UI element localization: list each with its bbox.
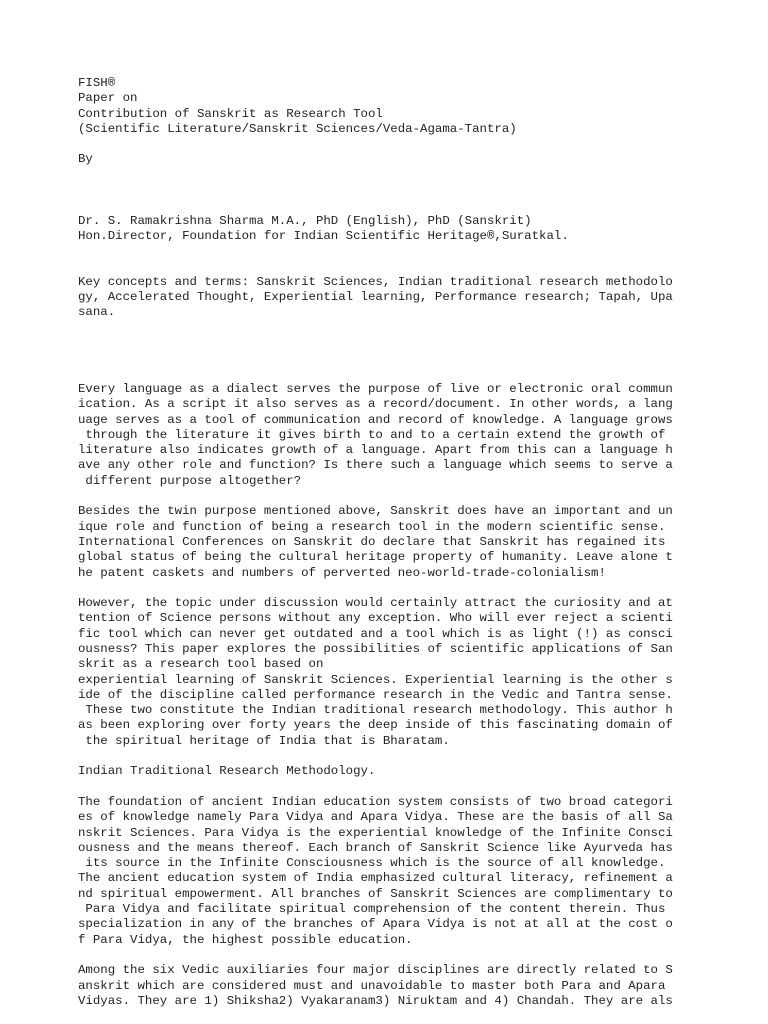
body-line: Besides the twin purpose mentioned above, Sanskrit does have an important and un xyxy=(78,504,673,519)
keywords-block xyxy=(78,275,698,321)
body-line: ique role and function of being a research tool in the modern scientific sense. xyxy=(78,519,666,534)
body-line: nd spiritual empowerment. All branches of Sanskrit Sciences are complimentary to xyxy=(78,886,673,901)
paper-title: Contribution of Sanskrit as Research Tool xyxy=(78,106,383,121)
body-line: specialization in any of the branches of Apara Vidya is not at all at the cost o xyxy=(78,917,673,932)
body-line: Every language as a dialect serves the purpose of live or electronic oral commun xyxy=(78,381,673,396)
body-line: experiential learning of Sanskrit Sciences. Experiential learning is the other s xyxy=(78,672,673,687)
paragraph-3 xyxy=(78,596,698,749)
author-name: Dr. S. Ramakrishna Sharma M.A., PhD (English), PhD (Sanskrit) xyxy=(78,213,532,228)
section-heading: Indian Traditional Research Methodology. xyxy=(78,764,376,779)
body-line: ousness and the means thereof. Each branch of Sanskrit Science like Ayurveda has xyxy=(78,840,673,855)
document-header xyxy=(78,76,698,168)
body-line: The foundation of ancient Indian education system consists of two broad categori xyxy=(78,794,673,809)
body-line: global status of being the cultural heritage property of humanity. Leave alone t xyxy=(78,550,673,565)
keywords-line: gy, Accelerated Thought, Experiential learning, Performance research; Tapah, Upa xyxy=(78,290,673,305)
body-line: However, the topic under discussion would certainly attract the curiosity and at xyxy=(78,596,673,611)
body-line: he patent caskets and numbers of perverted neo-world-trade-colonialism! xyxy=(78,565,606,580)
body-line: different purpose altogether? xyxy=(78,473,302,488)
by-label: By xyxy=(78,152,93,167)
body-line: Vidyas. They are 1) Shiksha2) Vyakaranam3) Niruktam and 4) Chandah. They are als xyxy=(78,993,673,1008)
body-line: literature also indicates growth of a language. Apart from this can a language h xyxy=(78,443,673,458)
document-page xyxy=(78,76,698,1009)
keywords-line: Key concepts and terms: Sanskrit Sciences, Indian traditional research methodolo xyxy=(78,274,673,289)
paragraph-2 xyxy=(78,504,698,580)
body-line: f Para Vidya, the highest possible education. xyxy=(78,932,413,947)
body-line: These two constitute the Indian traditional research methodology. This author h xyxy=(78,703,673,718)
body-line: tention of Science persons without any exception. Who will ever reject a scienti xyxy=(78,611,673,626)
author-block xyxy=(78,214,698,245)
body-line: nskrit Sciences. Para Vidya is the experiential knowledge of the Infinite Consci xyxy=(78,825,673,840)
paper-on-label: Paper on xyxy=(78,91,138,106)
keywords-line: sana. xyxy=(78,305,116,320)
paragraph-1 xyxy=(78,382,698,489)
body-line: the spiritual heritage of India that is Bharatam. xyxy=(78,733,450,748)
body-line: International Conferences on Sanskrit do declare that Sanskrit has regained its xyxy=(78,534,666,549)
paragraph-5 xyxy=(78,963,698,1009)
body-line: through the literature it gives birth to and to a certain extend the growth of xyxy=(78,427,666,442)
author-affiliation: Hon.Director, Foundation for Indian Scientific Heritage®,Suratkal. xyxy=(78,228,569,243)
body-line: ave any other role and function? Is there such a language which seems to serve a xyxy=(78,458,673,473)
body-line: uage serves as a tool of communication and record of knowledge. A language grows xyxy=(78,412,673,427)
body-line: anskrit which are considered must and unavoidable to master both Para and Apara xyxy=(78,978,666,993)
paper-subtitle: (Scientific Literature/Sanskrit Sciences/Veda-Agama-Tantra) xyxy=(78,121,517,136)
body-line: The ancient education system of India emphasized cultural literacy, refinement a xyxy=(78,871,673,886)
body-line: ication. As a script it also serves as a record/document. In other words, a lang xyxy=(78,397,673,412)
org-name: FISH® xyxy=(78,76,116,90)
body-line: skrit as a research tool based on xyxy=(78,657,324,672)
paragraph-4 xyxy=(78,795,698,948)
body-line: Among the six Vedic auxiliaries four major disciplines are directly related to S xyxy=(78,963,673,978)
body-line: as been exploring over forty years the deep inside of this fascinating domain of xyxy=(78,718,673,733)
body-line: es of knowledge namely Para Vidya and Apara Vidya. These are the basis of all Sa xyxy=(78,810,673,825)
body-line: ousness? This paper explores the possibilities of scientific applications of San xyxy=(78,641,673,656)
body-line: fic tool which can never get outdated and a tool which is as light (!) as consci xyxy=(78,626,673,641)
body-line: its source in the Infinite Consciousness which is the source of all knowledge. xyxy=(78,856,666,871)
body-line: ide of the discipline called performance research in the Vedic and Tantra sense. xyxy=(78,687,673,702)
body-line: Para Vidya and facilitate spiritual comprehension of the content therein. Thus xyxy=(78,902,666,917)
